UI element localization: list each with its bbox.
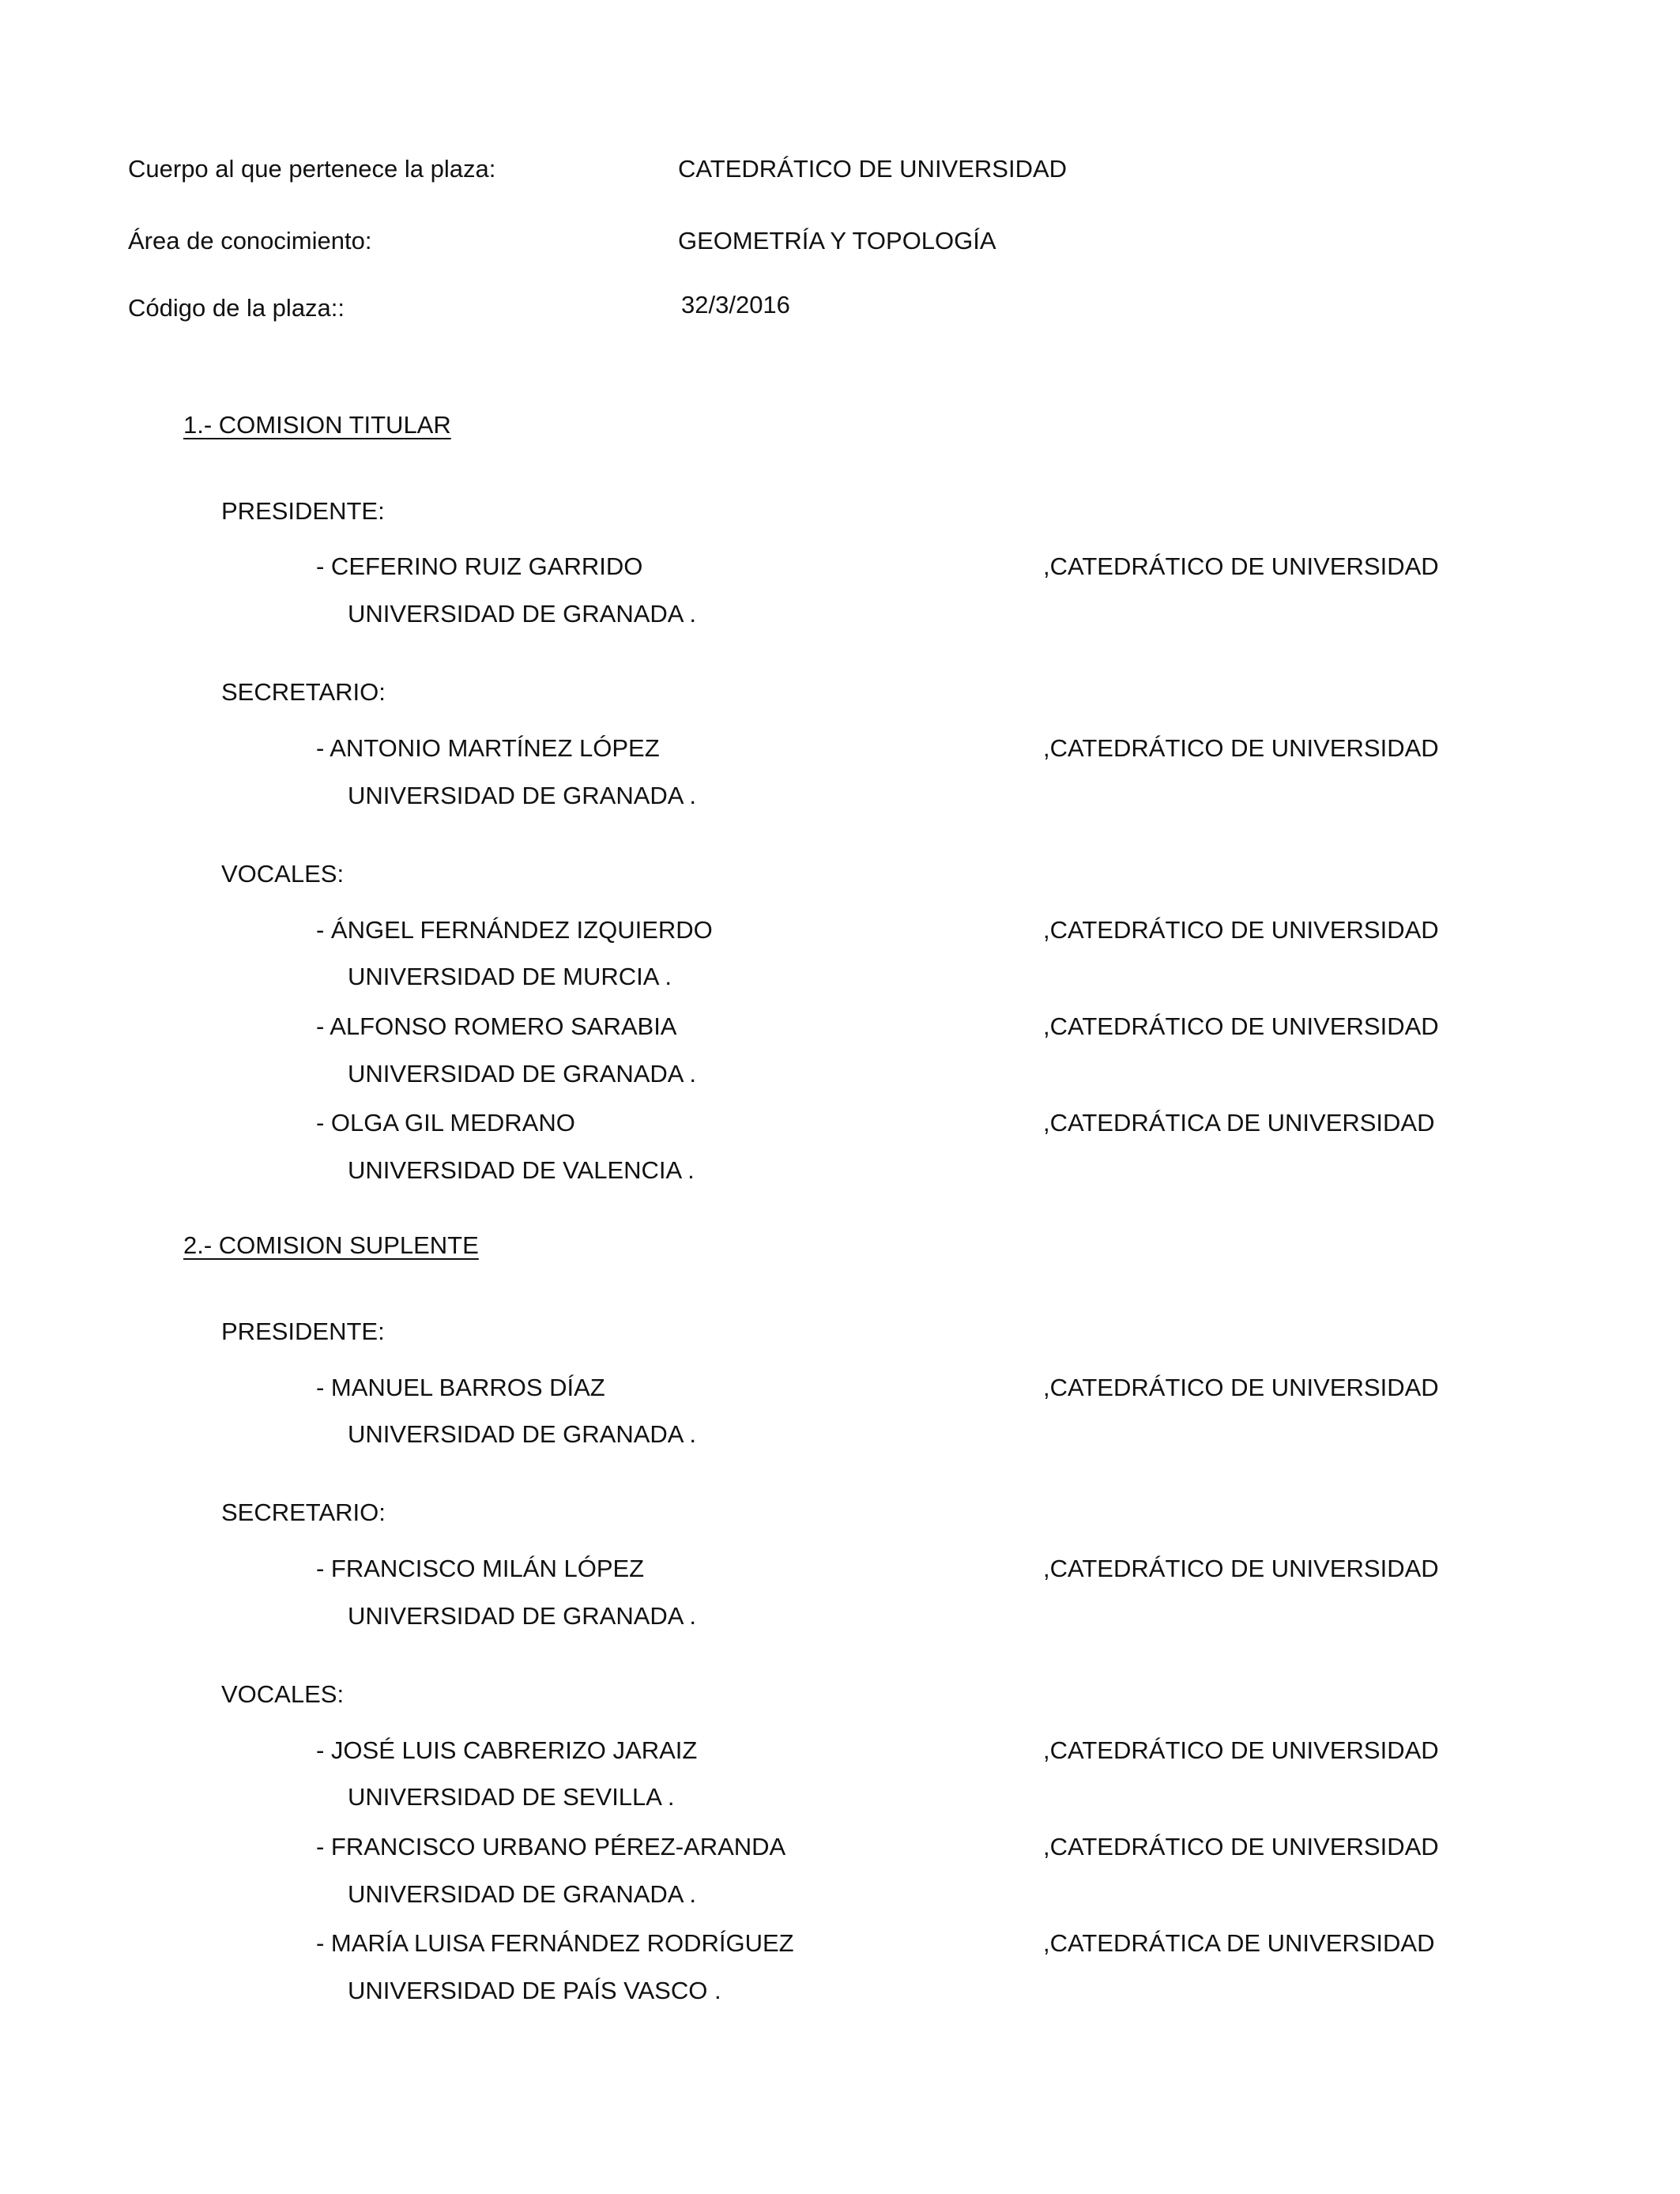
member-rank: ,CATEDRÁTICO DE UNIVERSIDAD xyxy=(1043,1555,1439,1582)
area-value: GEOMETRÍA Y TOPOLOGÍA xyxy=(678,227,996,254)
role-label-presidente: PRESIDENTE: xyxy=(221,1318,385,1345)
member-name: - CEFERINO RUIZ GARRIDO xyxy=(316,552,643,580)
member-name: - FRANCISCO URBANO PÉREZ-ARANDA xyxy=(316,1833,786,1860)
cuerpo-label: Cuerpo al que pertenece la plaza: xyxy=(128,155,496,183)
member-name: - ÁNGEL FERNÁNDEZ IZQUIERDO xyxy=(316,916,713,944)
member-name: - JOSÉ LUIS CABRERIZO JARAIZ xyxy=(316,1736,698,1764)
member-name: - ALFONSO ROMERO SARABIA xyxy=(316,1012,677,1040)
member-university: UNIVERSIDAD DE SEVILLA . xyxy=(348,1783,675,1811)
member-rank: ,CATEDRÁTICO DE UNIVERSIDAD xyxy=(1043,1374,1439,1401)
member-rank: ,CATEDRÁTICO DE UNIVERSIDAD xyxy=(1043,1012,1439,1040)
member-university: UNIVERSIDAD DE GRANADA . xyxy=(348,782,696,809)
member-name: - FRANCISCO MILÁN LÓPEZ xyxy=(316,1555,645,1582)
member-rank: ,CATEDRÁTICO DE UNIVERSIDAD xyxy=(1043,734,1439,762)
role-label-vocales: VOCALES: xyxy=(221,1680,345,1708)
member-university: UNIVERSIDAD DE MURCIA . xyxy=(348,963,672,990)
member-name: - MANUEL BARROS DÍAZ xyxy=(316,1374,605,1401)
area-label: Área de conocimiento: xyxy=(128,227,372,254)
member-name: - ANTONIO MARTÍNEZ LÓPEZ xyxy=(316,734,660,762)
member-rank: ,CATEDRÁTICO DE UNIVERSIDAD xyxy=(1043,1833,1439,1860)
role-label-vocales: VOCALES: xyxy=(221,860,345,888)
member-name: - MARÍA LUISA FERNÁNDEZ RODRÍGUEZ xyxy=(316,1929,794,1957)
section-title-titular: 1.- COMISION TITULAR xyxy=(183,411,451,439)
member-rank: ,CATEDRÁTICO DE UNIVERSIDAD xyxy=(1043,552,1439,580)
role-label-secretario: SECRETARIO: xyxy=(221,678,386,706)
section-title-suplente: 2.- COMISION SUPLENTE xyxy=(183,1231,479,1259)
codigo-label: Código de la plaza:: xyxy=(128,294,345,322)
member-university: UNIVERSIDAD DE PAÍS VASCO . xyxy=(348,1977,721,2004)
member-rank: ,CATEDRÁTICO DE UNIVERSIDAD xyxy=(1043,916,1439,944)
member-university: UNIVERSIDAD DE VALENCIA . xyxy=(348,1156,695,1184)
member-university: UNIVERSIDAD DE GRANADA . xyxy=(348,1060,696,1088)
member-university: UNIVERSIDAD DE GRANADA . xyxy=(348,1420,696,1448)
cuerpo-value: CATEDRÁTICO DE UNIVERSIDAD xyxy=(678,155,1068,183)
member-rank: ,CATEDRÁTICA DE UNIVERSIDAD xyxy=(1043,1109,1435,1137)
role-label-secretario: SECRETARIO: xyxy=(221,1498,386,1526)
member-rank: ,CATEDRÁTICO DE UNIVERSIDAD xyxy=(1043,1736,1439,1764)
member-university: UNIVERSIDAD DE GRANADA . xyxy=(348,1602,696,1630)
codigo-value: 32/3/2016 xyxy=(681,291,790,319)
role-label-presidente: PRESIDENTE: xyxy=(221,497,385,525)
member-university: UNIVERSIDAD DE GRANADA . xyxy=(348,600,696,628)
member-name: - OLGA GIL MEDRANO xyxy=(316,1109,575,1137)
member-rank: ,CATEDRÁTICA DE UNIVERSIDAD xyxy=(1043,1929,1435,1957)
member-university: UNIVERSIDAD DE GRANADA . xyxy=(348,1880,696,1908)
